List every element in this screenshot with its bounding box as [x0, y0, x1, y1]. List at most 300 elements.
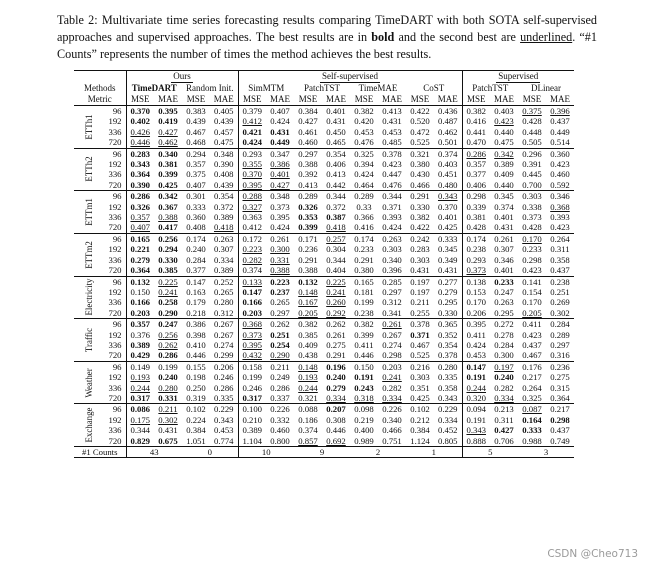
metric-value [462, 393, 490, 404]
metric-value-text: 0.267 [213, 319, 234, 330]
metric-value-text: 0.374 [494, 201, 514, 212]
metric-value [406, 383, 434, 393]
metric-value-text: 0.408 [186, 222, 206, 233]
metric-value [322, 404, 350, 415]
metric-value [490, 436, 518, 447]
metric-value [294, 202, 322, 212]
metric-value [518, 137, 546, 148]
metric-value [518, 116, 546, 126]
metric-value-text: 0.380 [354, 265, 374, 276]
metric-value-text: 1.051 [186, 435, 206, 446]
metric-value [210, 106, 238, 117]
metric-value [490, 106, 518, 117]
metric-value [126, 393, 154, 404]
metric-value [154, 308, 182, 319]
metric-value-text: 0.275 [550, 372, 570, 383]
metric-value-text: 0.370 [437, 201, 458, 212]
metric-value [434, 191, 462, 202]
metric-value-text: 0.295 [494, 307, 514, 318]
metric-value [518, 127, 546, 137]
metric-value-text: 0.706 [494, 435, 514, 446]
table-row [74, 233, 574, 244]
metric-mae: MAE [437, 94, 458, 104]
metric-value-text: 0.423 [550, 222, 570, 233]
metric-value-text: 0.404 [326, 265, 346, 276]
metric-value [490, 191, 518, 202]
metric-value [462, 350, 490, 361]
metric-value [350, 159, 378, 169]
metric-value-text: 0.304 [326, 244, 346, 255]
metric-value [238, 233, 266, 244]
metric-value [490, 425, 518, 435]
metric-value-text: 0.197 [494, 361, 514, 372]
metric-value-text: 0.418 [213, 222, 234, 233]
metric-value [182, 106, 210, 117]
metric-value-text: 0.300 [494, 350, 514, 361]
metric-value [266, 287, 294, 297]
metric-value-text: 0.326 [130, 201, 151, 212]
metric-value-text: 0.297 [382, 286, 402, 297]
metric-value-text: 0.460 [298, 137, 318, 148]
metric-value [490, 212, 518, 222]
metric-value [238, 116, 266, 126]
metric-value-text: 0.280 [213, 297, 234, 308]
metric-value-text: 0.286 [466, 148, 487, 159]
metric-value [182, 319, 210, 330]
horizon-length: 96 [104, 233, 126, 244]
metric-value-text: 0.437 [550, 116, 570, 127]
metric-value [490, 116, 518, 126]
metric-value [266, 212, 294, 222]
metric-value-text: 0.088 [298, 404, 318, 415]
metric-value [266, 425, 294, 435]
metric-value [210, 159, 238, 169]
metric-value [182, 308, 210, 319]
metric-value-text: 0.381 [158, 159, 178, 170]
metric-value-text: 0.272 [494, 319, 514, 330]
methods-label: Methods [84, 83, 116, 93]
metric-value [266, 137, 294, 148]
metric-value [350, 350, 378, 361]
metric-value [322, 169, 350, 179]
dataset-name: ETTh2 [83, 156, 94, 183]
table-row [74, 137, 574, 148]
watermark: CSDN @Cheo713 [547, 548, 638, 560]
metric-value-text: 0.280 [158, 382, 178, 393]
metric-value [182, 415, 210, 425]
metric-value-text: 0.294 [186, 148, 206, 159]
metric-value [518, 212, 546, 222]
metric-value [546, 393, 574, 404]
metric-value [154, 297, 182, 307]
metric-value [154, 255, 182, 265]
metric-value-text: 0.246 [242, 382, 263, 393]
metric-value-text: 0.280 [437, 361, 458, 372]
metric-value-text: 0.387 [326, 212, 346, 223]
metric-value [490, 244, 518, 254]
horizon-length: 336 [108, 212, 122, 223]
metric-value-text: 0.343 [437, 191, 458, 202]
metric-value-text: 0.378 [382, 148, 402, 159]
metric-value-text: 0.321 [298, 392, 318, 403]
metric-value [434, 244, 462, 254]
metric-value-text: 0.805 [437, 435, 458, 446]
metric-value-text: 0.354 [213, 191, 234, 202]
metric-value-text: 0.382 [466, 106, 487, 116]
header-row-metric [74, 94, 574, 106]
metric-value [266, 127, 294, 137]
metric-value [126, 137, 154, 148]
horizon-length: 192 [108, 116, 122, 127]
metric-value [294, 276, 322, 287]
metric-value [406, 308, 434, 319]
metric-value-text: 0.406 [326, 159, 346, 170]
metric-value-text: 0.331 [270, 254, 290, 265]
metric-value-text: 0.431 [382, 116, 402, 127]
metric-value-text: 0.246 [213, 372, 234, 383]
metric-value-text: 0.298 [550, 414, 570, 425]
metric-value [490, 127, 518, 137]
metric-value-text: 0.424 [382, 222, 402, 233]
count-value: 3 [518, 447, 574, 458]
metric-value [126, 287, 154, 297]
table-row [74, 180, 574, 191]
metric-value-text: 0.382 [354, 106, 374, 116]
metric-value-text: 0.340 [382, 414, 402, 425]
metric-value-text: 0.330 [437, 307, 458, 318]
metric-value-text: 0.427 [270, 179, 290, 190]
metric-value-text: 0.857 [298, 435, 318, 446]
metric-value-text: 0.427 [158, 126, 178, 137]
metric-value [518, 159, 546, 169]
metric-value [462, 415, 490, 425]
metric-value-text: 0.317 [242, 392, 263, 403]
metric-value [378, 330, 406, 340]
metric-value [406, 244, 434, 254]
dataset-label [74, 319, 104, 362]
metric-value-text: 0.300 [270, 244, 290, 255]
metric-value-text: 0.343 [466, 425, 487, 436]
metric-value [238, 180, 266, 191]
metric-value-text: 0.325 [522, 392, 542, 403]
metric-value-text: 0.375 [186, 169, 206, 180]
metric-value [406, 361, 434, 372]
metric-value-text: 1.124 [410, 435, 430, 446]
metric-value-text: 0.440 [494, 179, 514, 190]
metric-value [154, 265, 182, 276]
metric-value [350, 222, 378, 233]
metric-value-text: 0.255 [410, 307, 430, 318]
metric-value-text: 0.224 [186, 414, 206, 425]
metric-value-text: 0.383 [186, 106, 206, 116]
metric-value [322, 436, 350, 447]
metric-value [518, 425, 546, 435]
metric-value-text: 0.213 [494, 404, 514, 415]
count-value: 43 [126, 447, 182, 458]
metric-value-text: 0.241 [326, 286, 346, 297]
metric-value [490, 372, 518, 382]
metric-value [294, 191, 322, 202]
metric-value-text: 0.260 [326, 297, 346, 308]
metric-value-text: 0.453 [382, 126, 402, 137]
metric-value [518, 244, 546, 254]
metric-value-text: 0.409 [494, 169, 514, 180]
count-value: 5 [462, 447, 518, 458]
metric-value [182, 265, 210, 276]
metric-value-text: 0.217 [522, 372, 542, 383]
metric-value [238, 169, 266, 179]
table-row [74, 148, 574, 159]
metric-value-text: 0.343 [437, 392, 458, 403]
metric-value [462, 372, 490, 382]
metric-mae: MAE [158, 94, 178, 104]
metric-value-text: 0.424 [270, 116, 290, 127]
metric-value-text: 0.247 [494, 286, 514, 297]
metric-value [238, 361, 266, 372]
metric-value-text: 0.374 [298, 425, 318, 436]
metric-value-text: 0.399 [158, 169, 178, 180]
metric-value [434, 319, 462, 330]
metric-value [182, 393, 210, 404]
metric-value-text: 0.450 [326, 126, 346, 137]
metric-value-text: 0.405 [213, 106, 234, 116]
metric-value-text: 0.395 [242, 339, 263, 350]
dataset-label [74, 191, 104, 234]
metric-value-text: 0.399 [354, 329, 374, 340]
metric-value-text: 0.147 [186, 276, 206, 287]
metric-value-text: 0.360 [186, 212, 206, 223]
metric-value [210, 233, 238, 244]
metric-value-text: 0.264 [522, 382, 542, 393]
metric-value-text: 0.240 [158, 372, 178, 383]
metric-value [490, 415, 518, 425]
metric-value [154, 159, 182, 169]
metric-value-text: 0.288 [242, 191, 263, 202]
metric-value-text: 0.437 [522, 339, 542, 350]
metric-value [322, 361, 350, 372]
metric-value [238, 255, 266, 265]
metric-value-text: 0.207 [326, 404, 346, 415]
metric-value-text: 0.210 [242, 414, 263, 425]
metric-value [546, 350, 574, 361]
metric-value-text: 0.520 [410, 116, 430, 127]
metric-value [434, 350, 462, 361]
metric-value [350, 287, 378, 297]
metric-value [210, 180, 238, 191]
metric-value [406, 276, 434, 287]
metric-value-text: 0.133 [242, 276, 263, 287]
metric-value-text: 0.237 [270, 286, 290, 297]
results-table-container [74, 70, 570, 458]
metric-value-text: 0.407 [270, 106, 290, 116]
metric-value [322, 372, 350, 382]
metric-value-text: 0.425 [437, 222, 458, 233]
metric-value-text: 0.419 [158, 116, 178, 127]
metric-value-text: 0.468 [186, 137, 206, 148]
metric-value-text: 0.153 [466, 286, 487, 297]
metric-value-text: 0.216 [410, 361, 430, 372]
metric-value-text: 0.367 [158, 201, 178, 212]
metric-value [490, 383, 518, 393]
metric-value [126, 148, 154, 159]
metric-value-text: 0.186 [298, 414, 318, 425]
metric-value [182, 276, 210, 287]
metric-value [350, 244, 378, 254]
metric-value-text: 0.33 [356, 201, 372, 212]
metric-value [182, 425, 210, 435]
metric-value-text: 0.388 [158, 212, 178, 223]
metric-value [322, 415, 350, 425]
metric-value [434, 372, 462, 382]
dataset-label [74, 276, 104, 319]
group-ours: Ours [126, 71, 238, 84]
metric-value [406, 137, 434, 148]
metric-value-text: 0.389 [242, 425, 263, 436]
metric-value [546, 222, 574, 233]
metric-value [154, 191, 182, 202]
metric-value-text: 0.412 [242, 222, 263, 233]
metric-value [154, 137, 182, 148]
metric-value-text: 0.335 [437, 372, 458, 383]
metric-value [266, 436, 294, 447]
metric-value-text: 0.388 [270, 265, 290, 276]
metric-value-text: 0.334 [494, 392, 514, 403]
metric-value-text: 0.150 [130, 286, 151, 297]
metric-value-text: 0.238 [466, 244, 487, 255]
metric-value [294, 180, 322, 191]
metric-value [126, 180, 154, 191]
metric-value-text: 0.290 [158, 307, 178, 318]
metric-value-text: 0.347 [270, 148, 290, 159]
metric-value [462, 106, 490, 117]
metric-value [322, 276, 350, 287]
metric-value-text: 0.312 [213, 307, 234, 318]
header-row-groups [74, 71, 574, 84]
metric-value [154, 393, 182, 404]
metric-value-text: 0.319 [186, 392, 206, 403]
metric-value [434, 436, 462, 447]
metric-value [490, 393, 518, 404]
table-row [74, 361, 574, 372]
metric-value-text: 0.357 [130, 319, 151, 330]
metric-value-text: 0.338 [522, 201, 542, 212]
metric-value [350, 276, 378, 287]
metric-value-text: 0.265 [270, 297, 290, 308]
metric-value [462, 202, 490, 212]
metric-value-text: 0.283 [130, 148, 151, 159]
metric-mae: MAE [213, 94, 234, 104]
metric-value-text: 0.437 [550, 265, 570, 276]
metric-value [210, 319, 238, 330]
metric-value-text: 0.358 [437, 382, 458, 393]
horizon-length: 192 [108, 329, 122, 340]
metric-value-text: 0.297 [270, 307, 290, 318]
metric-value-text: 0.431 [326, 116, 346, 127]
metric-value [182, 169, 210, 179]
metric-value [294, 233, 322, 244]
metric-value [126, 169, 154, 179]
metric-value [294, 393, 322, 404]
metric-value-text: 0.352 [437, 329, 458, 340]
metric-value [490, 137, 518, 148]
metric-value-text: 0.431 [270, 126, 290, 137]
metric-value [126, 361, 154, 372]
metric-value [322, 393, 350, 404]
metric-value [518, 297, 546, 307]
metric-value-text: 0.423 [550, 159, 570, 170]
metric-value [154, 148, 182, 159]
metric-value-text: 0.382 [298, 319, 318, 330]
metric-value-text: 0.241 [158, 286, 178, 297]
header-row-methods [74, 83, 574, 94]
table-row [74, 276, 574, 287]
metric-value [266, 297, 294, 307]
metric-value [210, 255, 238, 265]
metric-value [434, 330, 462, 340]
metric-value-text: 0.166 [242, 297, 263, 308]
metric-value [210, 127, 238, 137]
metric-value-text: 0.382 [410, 212, 430, 223]
metric-value [378, 319, 406, 330]
metric-value [350, 137, 378, 148]
metric-value [266, 180, 294, 191]
metric-value-text: 0.364 [130, 169, 151, 180]
metric-value-text: 0.284 [186, 254, 206, 265]
metric-value-text: 0.219 [354, 414, 374, 425]
metric-value [378, 340, 406, 350]
metric-value [322, 127, 350, 137]
metric-value-text: 0.377 [186, 265, 206, 276]
metric-value-text: 0.390 [213, 159, 234, 170]
metric-value [546, 425, 574, 435]
count-value: 10 [238, 447, 294, 458]
metric-value-text: 0.165 [130, 233, 151, 244]
metric-mse: MSE [522, 94, 542, 104]
metric-value-text: 0.291 [354, 254, 374, 265]
metric-value [350, 297, 378, 307]
metric-value [182, 212, 210, 222]
metric-value-text: 0.431 [410, 265, 430, 276]
metric-value-text: 0.311 [550, 244, 570, 255]
metric-value-text: 0.250 [186, 382, 206, 393]
metric-value-text: 0.400 [354, 425, 374, 436]
metric-value-text: 0.416 [354, 222, 374, 233]
metric-value-text: 0.330 [158, 254, 178, 265]
metric-value [322, 297, 350, 307]
metric-value [182, 436, 210, 447]
method-random-init: Random Init. [186, 83, 234, 93]
horizon-length: 96 [104, 404, 126, 415]
metric-value-text: 0.206 [466, 307, 487, 318]
metric-value-text: 0.431 [158, 425, 178, 436]
metric-value-text: 0.334 [213, 254, 234, 265]
method-simmtm: SimMTM [238, 83, 294, 94]
metric-value [378, 202, 406, 212]
metric-value-text: 0.487 [437, 116, 458, 127]
metric-value [266, 415, 294, 425]
metric-value [518, 148, 546, 159]
metric-value [154, 202, 182, 212]
metric-value-text: 0.167 [298, 297, 318, 308]
metric-value-text: 0.393 [382, 212, 402, 223]
metric-value [518, 404, 546, 415]
metric-value-text: 0.411 [354, 339, 374, 350]
metric-value-text: 0.501 [437, 137, 458, 148]
metric-value [518, 350, 546, 361]
metric-value-text: 0.334 [382, 392, 402, 403]
metric-value-text: 0.217 [550, 404, 570, 415]
metric-value-text: 0.452 [437, 425, 458, 436]
